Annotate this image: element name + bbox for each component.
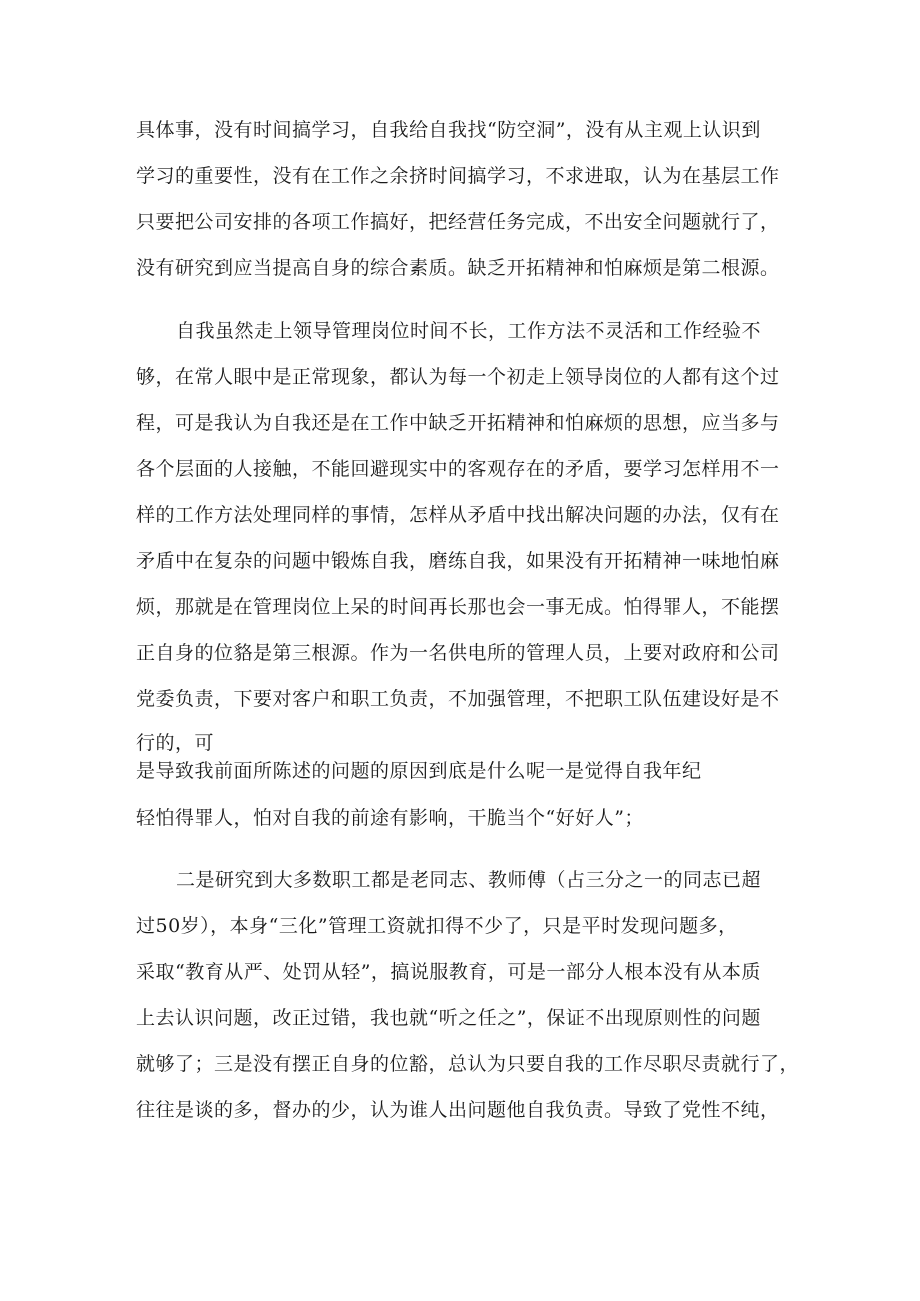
text-line: 党委负责，下要对客户和职工负责，不加强管理，不把职工队伍建设好是不	[136, 688, 780, 710]
text-line: 只要把公司安排的各项工作搞好，把经营任务完成，不出安全问题就行了，	[136, 211, 780, 233]
text-line: 程，可是我认为自我还是在工作中缺乏开拓精神和怕麻烦的思想，应当多与	[136, 412, 780, 434]
text-line: 矛盾中在复杂的问题中锻炼自我，磨练自我，如果没有开拓精神一味地怕麻	[136, 550, 780, 572]
text-line: 上去认识问题，改正过错，我也就“听之任之”，保证不出现原则性的问题	[136, 1007, 761, 1029]
text-line: 正自身的位貉是第三根源。作为一名供电所的管理人员，上要对政府和公司	[136, 642, 780, 664]
text-line: 烦，那就是在管理岗位上呆的时间再长那也会一事无成。怕得罪人，不能摆	[136, 596, 780, 618]
text-line: 是导致我前面所陈述的问题的原因到底是什么呢一是觉得自我年纪	[136, 760, 702, 782]
text-line: 没有研究到应当提高自身的综合素质。缺乏开拓精神和怕麻烦是第二根源。	[136, 257, 780, 279]
text-line: 过50岁），本身“三化”管理工资就扣得不少了，只是平时发现问题多，	[136, 915, 738, 937]
text-line: 自我虽然走上领导管理岗位时间不长，工作方法不灵活和工作经验不	[176, 320, 762, 342]
text-line: 二是研究到大多数职工都是老同志、教师傅（占三分之一的同志已超	[176, 869, 762, 891]
text-line: 学习的重要性，没有在工作之余挤时间搞学习，不求进取，认为在基层工作	[136, 165, 780, 187]
text-line: 往往是谈的多，督办的少，认为谁人出问题他自我负责。导致了党性不纯，	[136, 1099, 780, 1121]
text-line: 轻怕得罪人，怕对自我的前途有影响，干脆当个“好好人”；	[136, 807, 644, 829]
text-line: 够，在常人眼中是正常现象，都认为每一个初走上领导岗位的人都有这个过	[136, 366, 780, 388]
text-line: 样的工作方法处理同样的事情，怎样从矛盾中找出解决问题的办法，仅有在	[136, 504, 780, 526]
text-line: 具体事，没有时间搞学习，自我给自我找“防空洞”，没有从主观上认识到	[136, 119, 761, 141]
text-line: 行的，可	[136, 732, 215, 754]
text-line: 各个层面的人接触，不能回避现实中的客观存在的矛盾，要学习怎样用不一	[136, 458, 780, 480]
text-line: 就够了；三是没有摆正自身的位豁，总认为只要自我的工作尽职尽责就行了，	[136, 1053, 800, 1075]
text-line: 采取“教育从严、处罚从轻”，搞说服教育，可是一部分人根本没有从本质	[136, 961, 761, 983]
